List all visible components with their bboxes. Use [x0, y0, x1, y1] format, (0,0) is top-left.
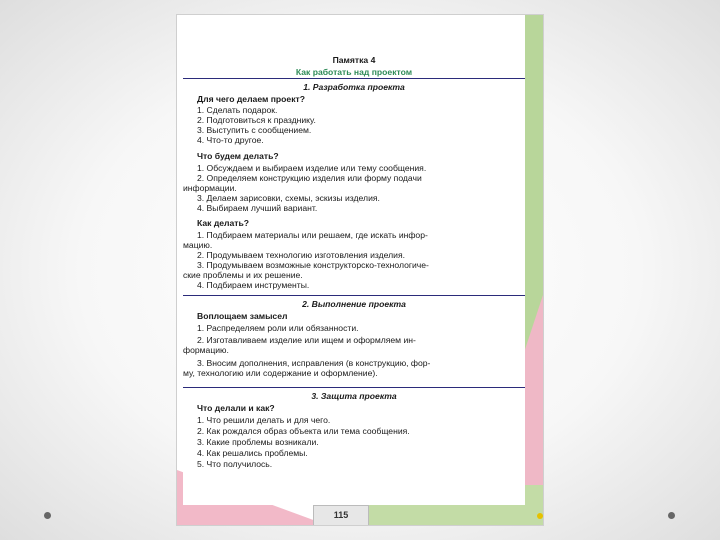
memo-subtitle: Как работать над проектом — [295, 67, 413, 77]
section-heading-execution: 2. Выполнение проекта — [302, 299, 406, 309]
memo-title: Памятка 4 — [332, 55, 376, 65]
textbook-page — [176, 14, 544, 526]
question-how: Как делать? — [197, 218, 250, 228]
list-item: 3. Выступить с сообщением. — [197, 125, 312, 135]
question-what-done: Что делали и как? — [197, 403, 275, 413]
list-item: 1. Обсуждаем и выбираем изделие или тему сообщения. — [197, 163, 427, 173]
list-item: 3. Делаем зарисовки, схемы, эскизы изделия. — [197, 193, 380, 203]
list-item: 4. Что-то другое. — [197, 135, 264, 145]
section-heading-development: 1. Разработка проекта — [303, 82, 405, 92]
list-item: 1. Сделать подарок. — [197, 105, 278, 115]
divider — [183, 78, 525, 79]
list-item: 4. Как решались проблемы. — [197, 448, 308, 458]
divider — [183, 295, 525, 296]
list-item: 1. Распределяем роли или обязанности. — [197, 323, 359, 333]
section-heading-defense: 3. Защита проекта — [311, 391, 397, 401]
right-slide-dot — [668, 512, 675, 519]
list-item: информации. — [183, 183, 237, 193]
corner-marker-icon — [537, 513, 543, 519]
list-item: 2. Продумываем технологию изготовления изделия. — [197, 250, 406, 260]
left-slide-dot — [44, 512, 51, 519]
divider — [183, 387, 525, 388]
list-item: 3. Вносим дополнения, исправления (в конструкцию, фор- — [197, 358, 431, 368]
list-item: 1. Что решили делать и для чего. — [197, 415, 331, 425]
list-item: 2. Как рождался образ объекта или тема сообщения. — [197, 426, 410, 436]
list-item: 4. Подбираем инструменты. — [197, 280, 310, 290]
list-item: му, технологию или содержание и оформление). — [183, 368, 378, 378]
list-item: 2. Определяем конструкцию изделия или форму подачи — [197, 173, 422, 183]
list-item: ские проблемы и их решение. — [183, 270, 303, 280]
list-item: формацию. — [183, 345, 229, 355]
page-number-box — [313, 505, 369, 526]
list-item: 4. Выбираем лучший вариант. — [197, 203, 318, 213]
page-content — [183, 15, 525, 505]
list-item: 2. Подготовиться к празднику. — [197, 115, 316, 125]
question-what: Что будем делать? — [197, 151, 279, 161]
list-item: 1. Подбираем материалы или решаем, где искать инфор- — [197, 230, 428, 240]
list-item: 3. Продумываем возможные конструкторско-технологиче- — [197, 260, 429, 270]
list-item: 3. Какие проблемы возникали. — [197, 437, 319, 447]
list-item: 5. Что получилось. — [197, 459, 273, 469]
list-item: 2. Изготавливаем изделие или ищем и оформляем ин- — [197, 335, 416, 345]
page-number: 115 — [333, 510, 349, 520]
question-embody: Воплощаем замысел — [197, 311, 288, 321]
question-why: Для чего делаем проект? — [197, 94, 305, 104]
list-item: мацию. — [183, 240, 213, 250]
